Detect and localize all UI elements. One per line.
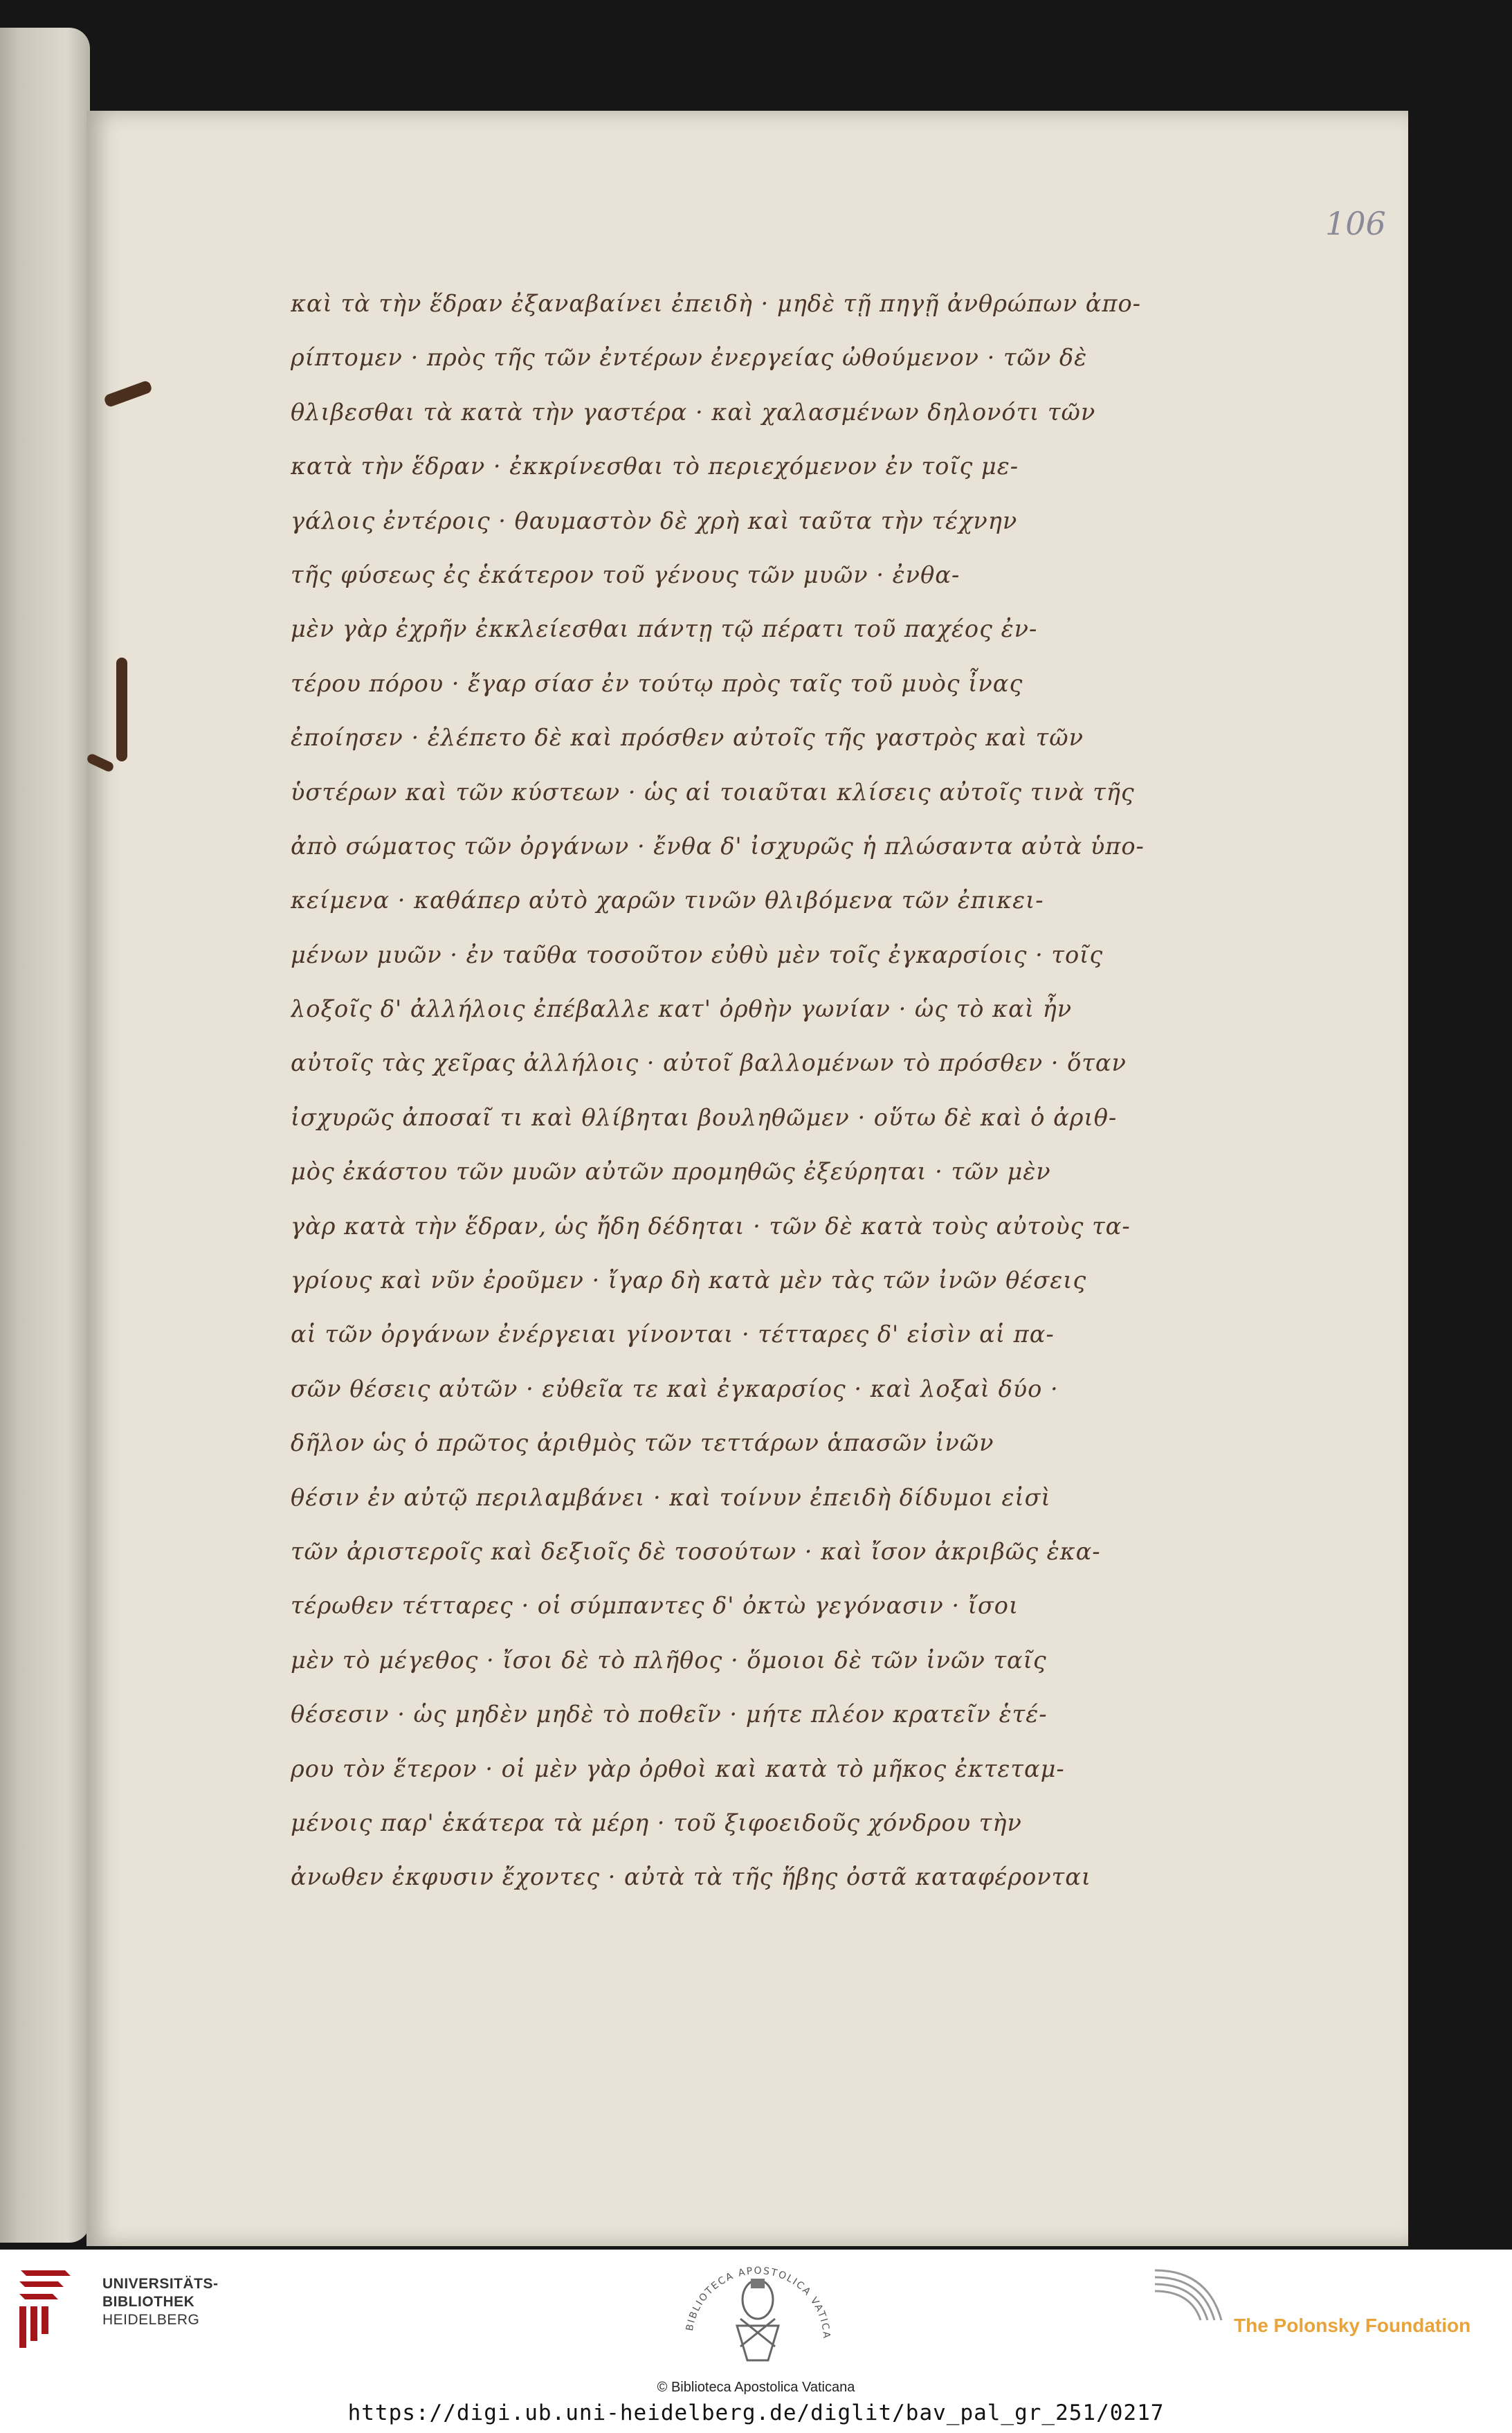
manuscript-line: ἐποίησεν · ἐλέπετο δὲ καὶ πρόσθεν αὐτοῖς τῆς γαστρὸς καὶ τῶν <box>291 724 1084 752</box>
manuscript-line: θέσεσιν · ὡς μηδὲν μηδὲ τὸ ποθεῖν · μήτε πλέον κρατεῖν ἑτέ- <box>291 1701 1048 1729</box>
manuscript-line: μένων μυῶν · ἐν ταῦθα τοσοῦτον εὐθὺ μὲν τοῖς ἐγκαρσίοις · τοῖς <box>291 941 1104 969</box>
library-name-line-2: BIBLIOTHEK <box>102 2294 195 2310</box>
manuscript-line: γὰρ κατὰ τὴν ἕδραν, ὡς ἤδη δέδηται · τῶν δὲ κατὰ τοὺς αὐτοὺς τα- <box>291 1212 1131 1240</box>
manuscript-line: θέσιν ἐν αὐτῷ περιλαμβάνει · καὶ τοίνυν ἐπειδὴ δίδυμοι εἰσὶ <box>291 1483 1051 1512</box>
ub-heidelberg-logo[interactable] <box>17 2263 224 2353</box>
library-name-line-1: UNIVERSITÄTS- <box>102 2276 219 2292</box>
manuscript-line: δῆλον ὡς ὁ πρῶτος ἀριθμὸς τῶν τεττάρων ἁπασῶν ἰνῶν <box>291 1429 994 1458</box>
manuscript-text <box>291 277 1398 1905</box>
manuscript-line: ρίπτομεν · πρὸς τῆς τῶν ἐντέρων ἐνεργείας ὠθούμενον · τῶν δὲ <box>291 344 1088 372</box>
permalink-url[interactable]: https://digi.ub.uni-heidelberg.de/diglit/bav_pal_gr_251/0217 <box>347 2400 1165 2425</box>
seal-text: BIBLIOTECA APOSTOLICA VATICA <box>684 2265 832 2340</box>
svg-text:BIBLIOTECA APOSTOLICA VATICANA <box>664 2263 832 2340</box>
polonsky-logo-icon <box>1152 2265 1235 2327</box>
manuscript-line: τῶν ἀριστεροῖς καὶ δεξιοῖς δὲ τοσούτων · καὶ ἴσον ἀκριβῶς ἑκα- <box>291 1537 1101 1566</box>
manuscript-line: γάλοις ἐντέροις · θαυμαστὸν δὲ χρὴ καὶ ταῦτα τὴν τέχνην <box>291 507 1018 535</box>
manuscript-line: μένοις παρ' ἑκάτερα τὰ μέρη · τοῦ ξιφοειδοῦς χόνδρου τὴν <box>291 1809 1022 1837</box>
folio-number: 106 <box>1325 205 1386 242</box>
manuscript-line: καὶ τὰ τὴν ἕδραν ἐξαναβαίνει ἐπειδὴ · μηδὲ τῇ πηγῇ ἀνθρώπων ἀπο- <box>291 290 1142 318</box>
manuscript-line: μὲν τὸ μέγεθος · ἴσοι δὲ τὸ πλῆθος · ὅμοιοι δὲ τῶν ἰνῶν ταῖς <box>291 1646 1047 1674</box>
manuscript-line: τῆς φύσεως ἐς ἑκάτερον τοῦ γένους τῶν μυῶν · ἐνθα- <box>291 561 960 589</box>
manuscript-line: λοξοῖς δ' ἀλλήλοις ἐπέβαλλε κατ' ὀρθὴν γωνίαν · ὡς τὸ καὶ ἦν <box>291 995 1073 1024</box>
ink-stain <box>116 658 127 761</box>
manuscript-line: τέρωθεν τέτταρες · οἱ σύμπαντες δ' ὀκτὼ γεγόνασιν · ἴσοι <box>291 1592 1019 1620</box>
manuscript-line: αἱ τῶν ὀργάνων ἐνέργειαι γίνονται · τέτταρες δ' εἰσὶν αἱ πα- <box>291 1321 1055 1349</box>
manuscript-line: τέρου πόρου · ἔγαρ σίασ ἐν τούτῳ πρὸς ταῖς τοῦ μυὸς ἶνας <box>291 669 1023 698</box>
manuscript-line: ἀνωθεν ἐκφυσιν ἔχοντες · αὐτὰ τὰ τῆς ἥβης ὀστᾶ καταφέρονται <box>291 1863 1092 1892</box>
library-name-line-3: HEIDELBERG <box>102 2312 200 2328</box>
manuscript-line: ἀπὸ σώματος τῶν ὀργάνων · ἔνθα δ' ἰσχυρῶς ἡ πλώσαντα αὐτὰ ὑπο- <box>291 832 1145 860</box>
manuscript-line: μὸς ἐκάστου τῶν μυῶν αὐτῶν προμηθῶς ἐξεύρηται · τῶν μὲν <box>291 1158 1051 1186</box>
manuscript-line: κατὰ τὴν ἕδραν · ἐκκρίνεσθαι τὸ περιεχόμενον ἐν τοῖς με- <box>291 453 1019 481</box>
viewer-footer <box>0 2250 1512 2433</box>
manuscript-line: κείμενα · καθάπερ αὐτὸ χαρῶν τινῶν θλιβόμενα τῶν ἐπικει- <box>291 887 1044 915</box>
manuscript-line: αὐτοῖς τὰς χεῖρας ἀλλήλοις · αὐτοῖ βαλλομένων τὸ πρόσθεν · ὅταν <box>291 1049 1127 1078</box>
facing-page-edge <box>0 28 90 2243</box>
manuscript-line: ρου τὸν ἕτερον · οἱ μὲν γὰρ ὀρθοὶ καὶ κατὰ τὸ μῆκος ἐκτεταμ- <box>291 1755 1065 1783</box>
manuscript-line: ὑστέρων καὶ τῶν κύστεων · ὡς αἱ τοιαῦται κλίσεις αὐτοῖς τινὰ τῆς <box>291 778 1135 806</box>
manuscript-line: ἰσχυρῶς ἀποσαῖ τι καὶ θλίβηται βουληθῶμεν · οὕτω δὲ καὶ ὁ ἀριθ- <box>291 1103 1118 1132</box>
manuscript-line: σῶν θέσεις αὐτῶν · εὐθεῖα τε καὶ ἐγκαρσίος · καὶ λοξαὶ δύο · <box>291 1375 1059 1403</box>
ub-heidelberg-logo-icon <box>17 2263 79 2353</box>
polonsky-foundation-label[interactable]: The Polonsky Foundation <box>1234 2315 1471 2336</box>
copyright-notice: © Biblioteca Apostolica Vaticana <box>657 2380 855 2395</box>
manuscript-line: μὲν γὰρ ἐχρῆν ἐκκλείεσθαι πάντῃ τῷ πέρατι τοῦ παχέος ἐν- <box>291 615 1038 644</box>
papal-seal-icon[interactable] <box>664 2263 851 2367</box>
manuscript-line: γρίους καὶ νῦν ἐροῦμεν · ἴγαρ δὴ κατὰ μὲν τὰς τῶν ἰνῶν θέσεις <box>291 1267 1087 1295</box>
manuscript-line: θλιβεσθαι τὰ κατὰ τὴν γαστέρα · καὶ χαλασμένων δηλονότι τῶν <box>291 398 1096 426</box>
